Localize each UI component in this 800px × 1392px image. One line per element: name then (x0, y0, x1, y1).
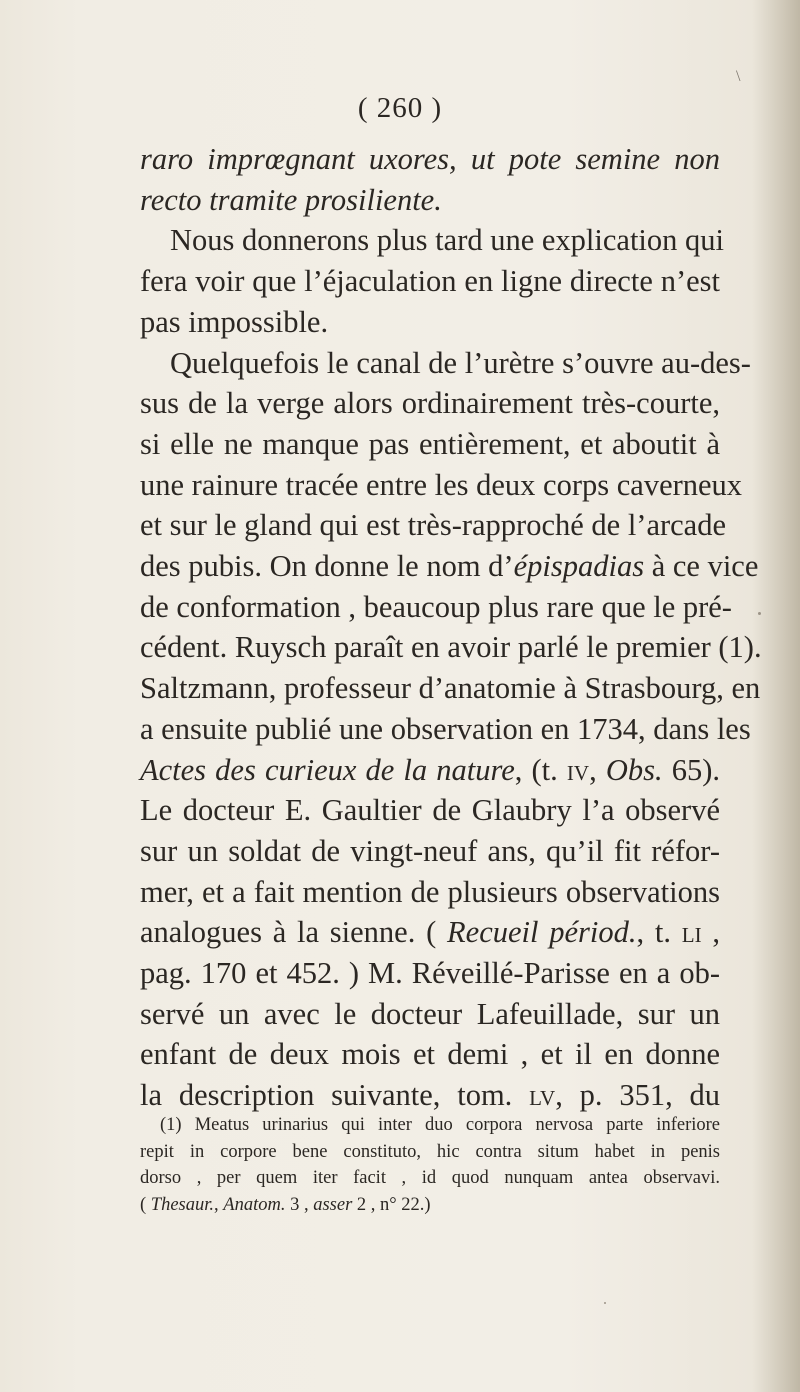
text-segment: dorso , per quem iter facit , id quod nunquam antea observavi. (140, 1168, 720, 1188)
text-segment: épispadias (513, 549, 645, 583)
text-segment: des pubis. On donne le nom d’ (140, 549, 514, 583)
text-line (140, 872, 720, 912)
text-line (140, 912, 720, 952)
text-line (140, 1075, 720, 1115)
text-segment: li (681, 915, 702, 950)
text-segment: lv (529, 1078, 556, 1113)
text-line (170, 220, 724, 260)
text-line (140, 465, 743, 505)
text-line (140, 750, 720, 790)
text-line (140, 668, 761, 708)
text-segment: Recueil périod. (447, 915, 637, 950)
margin-mark: \ (736, 68, 741, 85)
text-line (140, 831, 720, 871)
text-line (140, 994, 720, 1034)
text-line (170, 343, 751, 383)
text-segment: Le docteur E. Gaultier de Glaubry l’a observé (140, 793, 720, 828)
text-line (140, 953, 720, 993)
text-segment: recto tramite prosiliente. (140, 182, 442, 217)
text-segment: Actes des curieux de la nature (140, 752, 515, 787)
text-segment: asser (313, 1194, 353, 1215)
text-line (140, 709, 751, 749)
text-line (140, 505, 727, 545)
text-segment: servé un avec le docteur Lafeuillade, sur un (140, 996, 720, 1031)
text-segment: ( (140, 1194, 151, 1215)
text-segment: , (t. (514, 752, 567, 787)
text-segment: Quelquefois le canal de l’urètre s’ouvre au-des- (170, 345, 751, 380)
text-segment: sus de la verge alors ordinairement très-courte, (140, 386, 720, 421)
text-segment: 3 , (285, 1194, 314, 1215)
footnote-line (140, 1165, 720, 1191)
text-line (140, 383, 720, 423)
text-segment: une rainure tracée entre les deux corps caverneux (140, 467, 743, 502)
text-segment: et sur le gland qui est très-rapproché de l’arcade (140, 508, 727, 543)
text-segment: repit in corpore bene constituto, hic contra situm habet in penis (140, 1141, 720, 1162)
text-segment: , t. (636, 915, 682, 950)
text-segment: la description suivante, tom. (140, 1078, 530, 1113)
text-line (140, 139, 720, 179)
text-segment: cédent. Ruysch paraît en avoir parlé le premier (1). (140, 630, 762, 665)
text-segment: , (214, 1194, 224, 1215)
text-line (140, 1034, 720, 1074)
text-segment: fera voir que l’éjaculation en ligne directe n’est (140, 264, 720, 299)
footnote-line (140, 1139, 720, 1165)
text-line (140, 424, 720, 464)
footnote-line (160, 1112, 720, 1138)
text-segment: Saltzmann, professeur d’anatomie à Strasbourg, en (140, 671, 761, 706)
text-segment: sur un soldat de vingt-neuf ans, qu’il fit réfor- (140, 833, 720, 868)
text-segment: 65). (662, 752, 720, 787)
footnote-line (140, 1192, 720, 1218)
text-line (140, 302, 720, 342)
paper-speck (758, 612, 761, 615)
text-segment: , p. 351, du (555, 1078, 721, 1113)
text-segment: pas impossible. (140, 304, 329, 339)
text-segment: à ce vice (644, 549, 759, 583)
text-segment: mer, et a fait mention de plusieurs observations (140, 874, 720, 909)
text-segment: Thesaur. (150, 1194, 215, 1215)
text-segment: de conformation , beaucoup plus rare que le pré- (140, 589, 732, 624)
text-segment: analogues à la sienne. ( (140, 915, 448, 950)
text-segment: (1) Meatus urinarius qui inter duo corpora nervosa parte inferiore (160, 1115, 720, 1135)
text-line (140, 546, 759, 586)
page-number: ( 260 ) (357, 92, 443, 124)
text-segment: Obs. (605, 752, 663, 787)
text-line (140, 261, 720, 301)
text-segment: a ensuite publié une observation en 1734, dans les (140, 711, 751, 746)
text-line (140, 587, 732, 627)
text-segment: enfant de deux mois et demi , et il en donne (140, 1037, 720, 1072)
text-line (140, 180, 720, 220)
text-line (140, 627, 762, 667)
text-segment: Nous donnerons plus tard une explication qui (170, 223, 724, 258)
text-segment: Anatom. (223, 1194, 286, 1215)
text-segment: raro imprœgnant uxores, ut pote semine non (140, 142, 720, 176)
text-line (140, 790, 720, 830)
paper-speck (604, 1302, 606, 1304)
text-segment: 2 , n° 22.) (352, 1194, 431, 1215)
text-segment: pag. 170 et 452. ) M. Réveillé-Parisse en a ob- (140, 956, 720, 990)
text-segment: , (701, 915, 720, 950)
text-segment: si elle ne manque pas entièrement, et aboutit à (140, 426, 720, 461)
text-segment: iv (566, 752, 590, 787)
text-segment: , (589, 752, 606, 787)
